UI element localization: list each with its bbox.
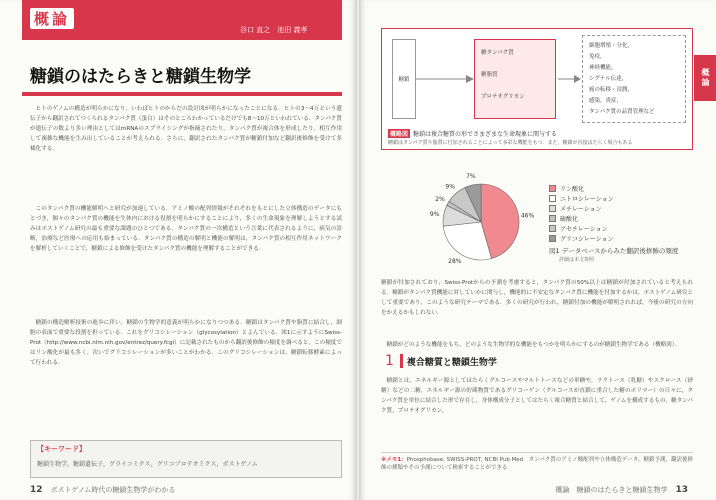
function-item: 感染，炎症， <box>589 98 623 104</box>
legend-label: アセチレーション <box>560 225 608 233</box>
chapter-tab: 概論 <box>694 55 716 101</box>
legend-swatch <box>549 215 556 222</box>
memo-text: Phosphobase, SWISS-PROT, NCBI Pub Med タンパク質のアミノ酸配列や立体構造データ，糖鎖予測，翻訳後修飾の種類やその予測について検索することができる <box>381 457 693 471</box>
function-item: 細胞増殖・分化， <box>589 43 634 49</box>
title-rule <box>22 92 342 96</box>
keyword-box <box>30 440 342 478</box>
folio-right <box>555 485 688 495</box>
figure-arrows-right <box>556 39 582 119</box>
section-label <box>30 8 80 29</box>
legend-item <box>549 203 614 213</box>
legend-swatch <box>549 185 556 192</box>
legend-label: グリコシレーション <box>560 235 614 243</box>
legend-item <box>549 193 614 203</box>
paragraph-2: このタンパク質の機能解明へと研究が加速している．アミノ酸の配列情報がそれぞれをもとにした立体構造のデータにもとづき，個々のタンパク質の機能を生体内における役割を明らかにすることにより，多くの生命現象を理解しようとする試みはポストゲノム研究の最も重要な課題のひとつである．タンパク質の一次構造という言葉に代表されるように，病気の診断，治療など医療への応用も始まっている．タンパク質の構造の解明と機能の解明は，タンパク質の相互作用ネットワークを解析していくことで，糖鎖による修飾を受けたタンパク質の機能を理解することができる． <box>30 206 342 253</box>
legend-label: メチレーション <box>560 205 602 213</box>
pie-label-4: 2% <box>435 195 445 203</box>
function-item: タンパク質の品質管理など <box>589 109 655 115</box>
keyword-title: 【キーワード】 <box>37 445 86 453</box>
figure-item-proteoglycan: プロテオグリカン <box>481 94 525 100</box>
section-number: 1 <box>385 353 394 369</box>
legend-item <box>549 233 614 243</box>
pie-label-3: 9% <box>429 210 440 218</box>
section-heading <box>385 353 497 369</box>
figure-sugar-label: 糖鎖 <box>398 77 410 83</box>
right-page <box>359 0 716 500</box>
page-title: 糖鎖のはたらきと糖鎖生物学 <box>30 67 251 87</box>
running-title-left: ポストゲノム時代の糖鎖生物学がわかる <box>50 486 176 494</box>
function-item: シグナル伝達， <box>589 76 628 82</box>
memo-label: ※メモ1： <box>381 457 407 463</box>
figure-item-glycolipid: 糖脂質 <box>481 72 498 78</box>
overview-figure <box>381 28 693 150</box>
chart-title: 図1 データベースからみた翻訳後修飾の頻度 <box>549 247 679 255</box>
figure-caption <box>388 129 557 138</box>
right-paragraph-3: 糖鎖とは，エネルギー源としてはたらくグルコースやマルトトースなどの単糖や，ラクトース（乳糖）やスクロース（砂糖）などの二糖，エネルギー源の貯蔵物質であるグリコーゲン（グルコースが直鎖に重合した糖のポリマー）の日々に，タンパク質を単位に結合した形で存在し，身体構成分子としてはたらく複合糖質と結合して，ゲノムを構成するもの，糖タンパク質，プロテオグリカン， <box>381 378 693 415</box>
legend-item <box>549 213 614 223</box>
legend-label: 硫酸化 <box>560 215 579 223</box>
figure-glyco-box <box>474 39 556 119</box>
authors: 谷口 直之 池田 義孝 <box>240 26 308 34</box>
paragraph-3: 糖鎖の構造解析技術の進歩に伴い，糖鎖の生物学的意義が明らかになりつつある．糖鎖はタンパク質や脂質に結合し，細胞の表面で重要な役割を担っている．これをグリコシレーション（glycosylation）とよんでいる．図1に示すようにSwiss-Prot（http://www.ncbi.nlm.nih.gov/entrez/query.fcgi）に記載されたものから翻訳後修飾の頻度を調べると，この頻度ではリン酸化が最も多く，次いでグリコシレーションが多いことがわかる．このグリコシレーションは，糖鎖転移酵素によって行われる． <box>30 320 342 367</box>
legend-item <box>549 223 614 233</box>
left-page <box>0 0 357 500</box>
pie-chart <box>429 172 549 272</box>
pie-legend <box>549 183 614 243</box>
figure-sugar-box <box>392 39 416 119</box>
legend-swatch <box>549 195 556 202</box>
section-title: 複合糖質と糖鎖生物学 <box>406 357 497 368</box>
function-item: 神経機能， <box>589 65 617 71</box>
legend-label: リン酸化 <box>560 185 585 193</box>
figure-caption-label: 概略図 <box>390 131 409 138</box>
function-item: 癌の転移・浸潤， <box>589 87 634 93</box>
pie-label-1: 46% <box>520 212 535 220</box>
legend-label: ニトロシレーション <box>560 195 614 203</box>
right-paragraph-2: 糖鎖がどのような機能をもち，どのような生物学的な機能をもつかを明らかにするのが糖鎖生物学である（概略図）． <box>386 342 681 348</box>
folio-left <box>30 485 175 495</box>
figure-note: 糖鎖はタンパク質や脂質に付加されることによって多彩な機能をもつ．また，糖鎖が直接はたらく場合もある <box>388 140 633 146</box>
keyword-list: 糖鎖生物学，糖鎖遺伝子，グライコミクス，グリコプロテオミクス，ポストゲノム <box>37 461 258 468</box>
page-number-left: 12 <box>30 485 43 495</box>
pie-label-6: 7% <box>466 173 476 181</box>
chart-subtitle: 詳細は本文参照 <box>559 257 595 263</box>
pie-label-5: 9% <box>445 183 455 191</box>
section-label-text: 概論 <box>30 8 74 29</box>
legend-swatch <box>549 205 556 212</box>
function-item: 免疫， <box>589 54 606 60</box>
pie-label-2: 28% <box>448 258 462 266</box>
legend-swatch <box>549 225 556 232</box>
figure-arrows-left <box>416 39 476 119</box>
section-bar <box>400 354 403 368</box>
memo-box <box>381 452 693 472</box>
legend-swatch <box>549 235 556 242</box>
figure-function-list <box>589 41 655 118</box>
running-title-right: 概論 糖鎖のはたらきと糖鎖生物学 <box>555 486 668 494</box>
page-number-right: 13 <box>675 485 688 495</box>
right-paragraph-1: 糖鎖が付加されており，Swiss-Protからの予測を考慮すると，タンパク質の50%以上は糖鎖が付加されていると考えられる．糖鎖がタンパク質機能に対していかに関与し，機能的に不安定なタンパク質に機能を付加するかは，ポストゲノム研究として重要であり，このような研究テーマである．多くの研究が行われ，糖鎖付加の機能が解明されれば，今後の研究の方向をかえるかもしれない． <box>381 280 693 317</box>
figure-caption-text: 糖鎖は複合糖質の形でさまざまな生命現象に関与する <box>413 131 558 138</box>
figure-function-box <box>582 35 686 123</box>
figure-item-glycoprotein: 糖タンパク質 <box>481 50 514 56</box>
legend-item <box>549 183 614 193</box>
paragraph-1: ヒトのゲノムの構造が明らかになり，いわばヒトのからだの設計図が明らかになったことになる．ヒトの3〜4万という遺伝子から翻訳されてつくられるタンパク質（蛋白）はそのところわかっているだけでも8〜10万といわれている．タンパク質が遺伝子の数より多い理由としてはmRNAのスプライシングが指摘されたり，タンパク質が複合体を形成したり，相互作用して複雑な機能を生み出していることが考えられる．さらに，翻訳されたタンパク質が糖鎖付加など翻訳後修飾を受けて多様化する． <box>30 106 342 153</box>
